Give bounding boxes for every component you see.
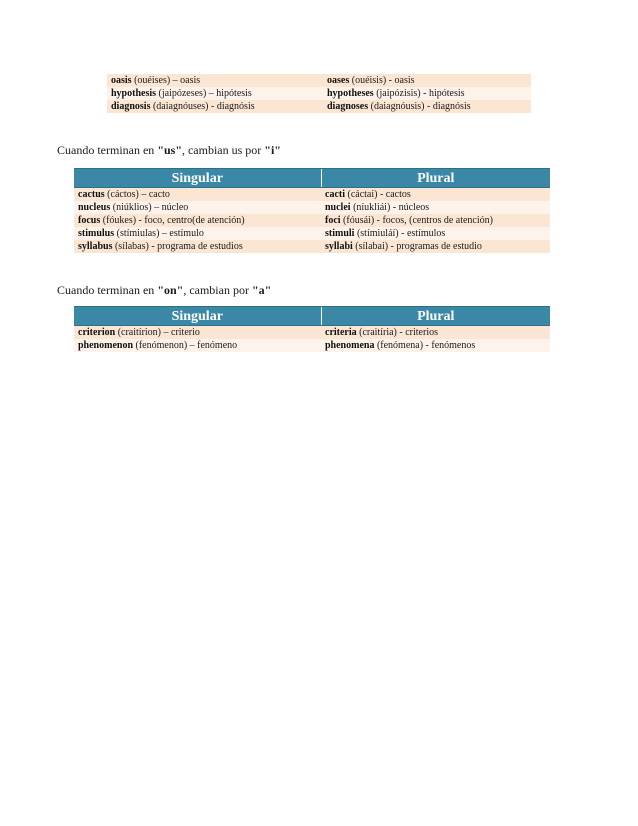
table-row (74, 201, 550, 214)
plural-detail: (stímiuláí) - estímulos (354, 228, 446, 239)
plural-term: phenomena (325, 340, 375, 351)
rule-text: Cuando terminan en (57, 283, 158, 297)
rule-text: , cambian por (183, 283, 252, 297)
singular-detail: (sílabas) - programa de estudios (112, 241, 243, 252)
singular-cell (74, 227, 321, 240)
table-header-row (74, 169, 550, 188)
plural-cell (323, 87, 531, 100)
table-row (74, 240, 550, 253)
singular-detail: (ouéises) – oasis (131, 75, 201, 86)
table-row (74, 214, 550, 227)
table-row (107, 74, 531, 87)
plural-term: cacti (325, 189, 345, 200)
plurals-table-on-a (74, 306, 550, 352)
table-row (74, 188, 550, 202)
plural-detail: (cáctai) - cactos (345, 189, 411, 200)
singular-term: syllabus (78, 241, 113, 252)
plural-term: oases (327, 75, 350, 86)
singular-cell (74, 240, 321, 253)
singular-term: cactus (78, 189, 105, 200)
plural-term: hypotheses (327, 88, 374, 99)
singular-term: diagnosis (111, 101, 151, 112)
rule-on-to-a (57, 283, 271, 298)
plural-detail: (jaipózisis) - hipótesis (373, 88, 465, 99)
singular-detail: (niúklios) – núcleo (110, 202, 189, 213)
singular-cell (74, 201, 321, 214)
plural-cell (321, 240, 550, 253)
plurals-table-us-i (74, 168, 550, 253)
table-row (107, 87, 531, 100)
singular-detail: (cáctos) – cacto (104, 189, 170, 200)
table-row (74, 326, 550, 340)
singular-detail: (craitírion) – criterio (115, 327, 200, 338)
table-row (74, 339, 550, 352)
plural-cell (321, 214, 550, 227)
plural-detail: (fenómena) - fenómenos (374, 340, 476, 351)
column-header-singular: Singular (74, 169, 321, 188)
rule-text: , cambian us por (181, 143, 265, 157)
singular-cell (74, 214, 321, 227)
plural-cell (321, 326, 550, 340)
singular-cell (107, 87, 323, 100)
plural-detail: (craitíria) - criterios (356, 327, 438, 338)
plural-cell (323, 100, 531, 113)
singular-detail: (fóukes) - foco, centro(de atención) (100, 215, 245, 226)
plural-detail: (sílabai) - programas de estudio (352, 241, 482, 252)
plural-term: criteria (325, 327, 357, 338)
rule-ending: "us" (157, 143, 182, 157)
singular-detail: (daiagnóuses) - diagnósis (150, 101, 255, 112)
rule-us-to-i (57, 143, 281, 158)
singular-term: phenomenon (78, 340, 134, 351)
singular-cell (74, 326, 321, 340)
plural-cell (323, 74, 531, 87)
singular-term: criterion (78, 327, 116, 338)
plural-term: nuclei (325, 202, 351, 213)
plural-term: diagnoses (327, 101, 369, 112)
plural-cell (321, 227, 550, 240)
singular-cell (107, 100, 323, 113)
plural-cell (321, 201, 550, 214)
singular-cell (74, 188, 321, 202)
plural-cell (321, 188, 550, 202)
singular-cell (107, 74, 323, 87)
plural-detail: (fóusái) - focos, (centros de atención) (340, 215, 493, 226)
table-row (74, 227, 550, 240)
plural-term: foci (325, 215, 341, 226)
singular-cell (74, 339, 321, 352)
rule-text: Cuando terminan en (57, 143, 158, 157)
rule-ending: "on" (157, 283, 184, 297)
plural-detail: (ouéisis) - oasis (349, 75, 415, 86)
column-header-plural: Plural (321, 307, 550, 326)
singular-term: hypothesis (111, 88, 157, 99)
singular-detail: (stímiulas) – estímulo (114, 228, 204, 239)
table-header-row (74, 307, 550, 326)
singular-term: nucleus (78, 202, 111, 213)
plural-detail: (níukliái) - núcleos (350, 202, 430, 213)
table-row (107, 100, 531, 113)
singular-term: oasis (111, 75, 132, 86)
column-header-plural: Plural (321, 169, 550, 188)
singular-term: focus (78, 215, 101, 226)
plurals-table-is-es (107, 74, 531, 113)
column-header-singular: Singular (74, 307, 321, 326)
plural-term: stimuli (325, 228, 355, 239)
singular-detail: (fenómenon) – fenómeno (133, 340, 238, 351)
rule-replacement: "a" (251, 283, 272, 297)
plural-term: syllabi (325, 241, 353, 252)
plural-detail: (daiagnóusis) - diagnósis (368, 101, 471, 112)
singular-detail: (jaipózeses) – hipótesis (156, 88, 252, 99)
singular-term: stimulus (78, 228, 115, 239)
plural-cell (321, 339, 550, 352)
rule-replacement: "i" (264, 143, 281, 157)
